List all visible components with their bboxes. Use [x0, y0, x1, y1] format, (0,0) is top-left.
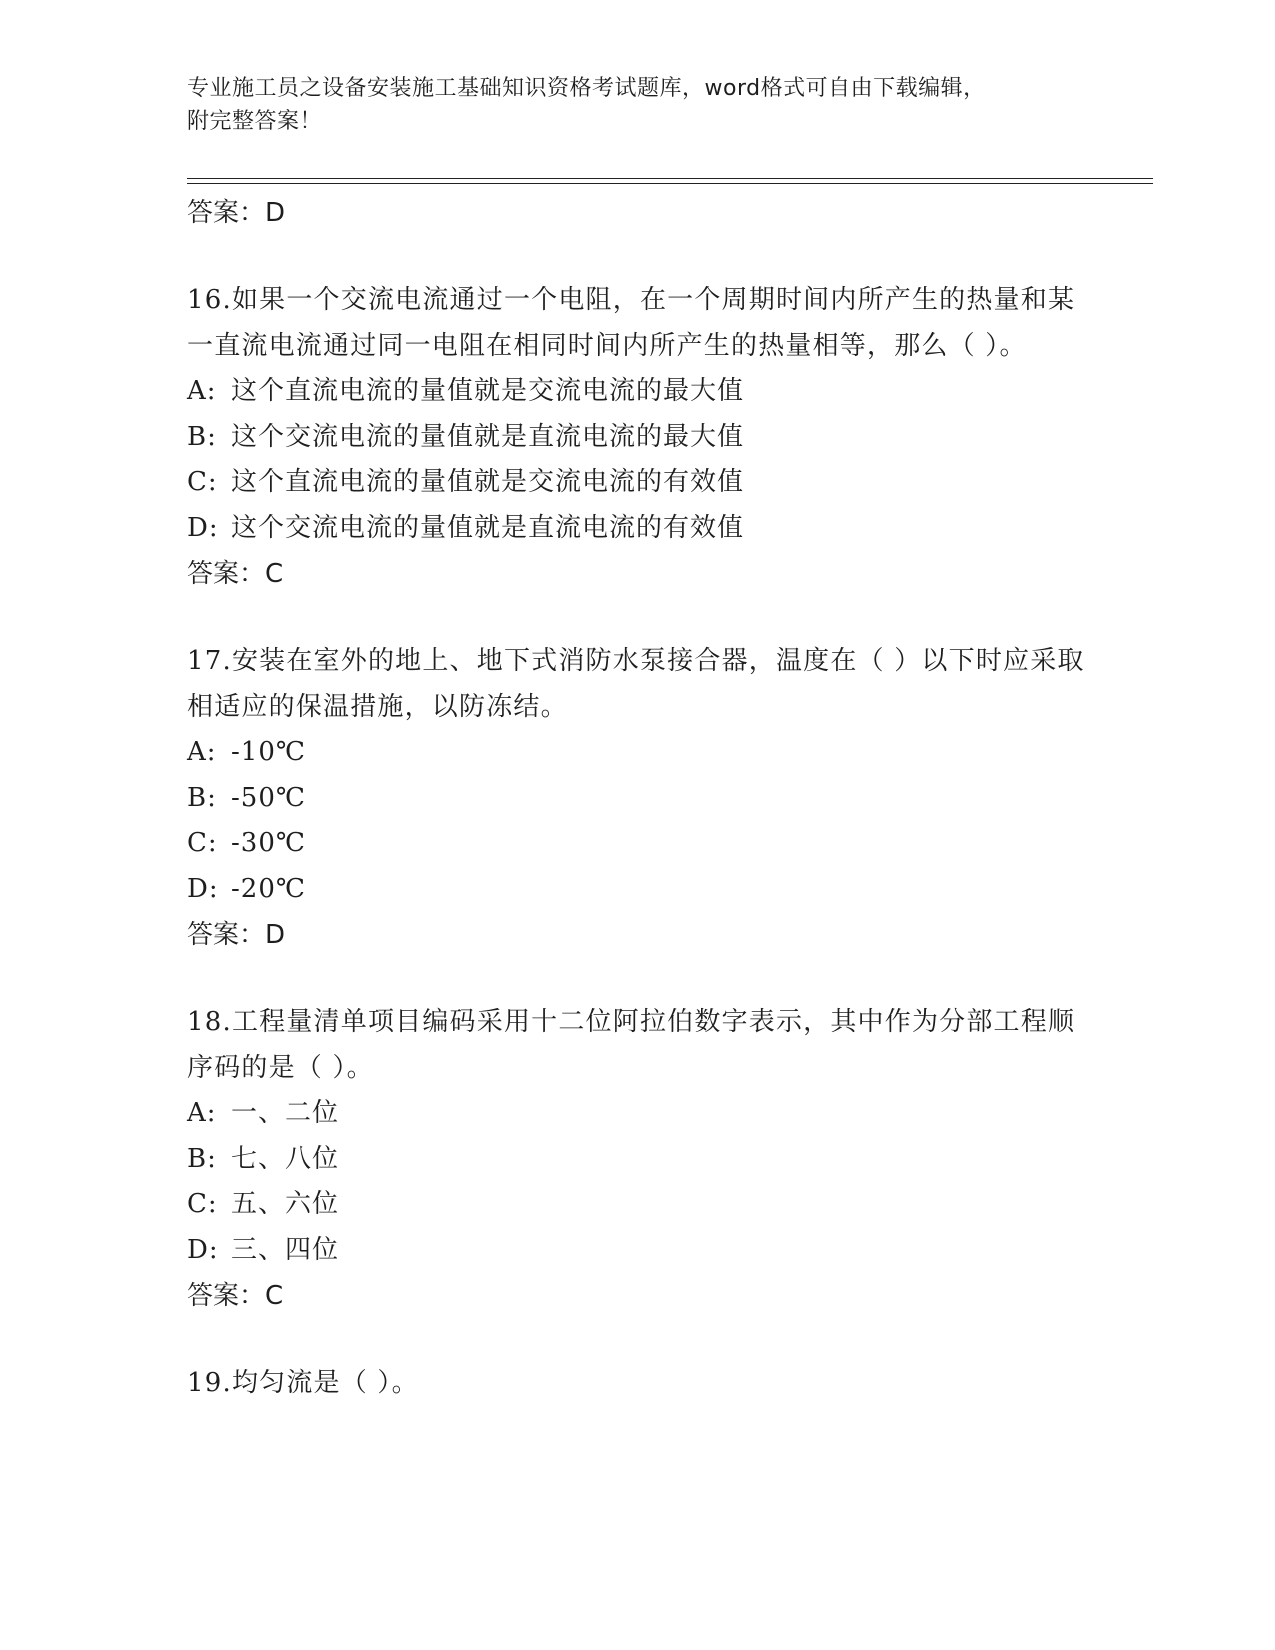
option-key: D:	[187, 873, 219, 904]
option-key: A:	[187, 376, 217, 406]
question-stem: 19.均匀流是（ ）。	[187, 1368, 419, 1398]
option-text: -10℃	[231, 737, 306, 767]
option-d	[187, 506, 1087, 552]
option-a	[187, 730, 1087, 776]
option-c	[187, 1182, 1087, 1228]
page-header	[187, 72, 1067, 138]
question-18	[187, 1000, 1087, 1319]
question-stem: 18.工程量清单项目编码采用十二位阿拉伯数字表示，其中作为分部工程顺序码的是（ ）。	[187, 1007, 1076, 1083]
header-line-2: 附完整答案！	[187, 109, 323, 134]
option-key: C:	[187, 467, 218, 497]
answer-line: 答案：C	[187, 1281, 284, 1311]
option-text: 这个交流电流的量值就是直流电流的有效值	[231, 512, 745, 543]
option-text: 三、四位	[231, 1234, 340, 1265]
question-stem: 17.安装在室外的地上、地下式消防水泵接合器，温度在（ ）以下时应采取相适应的保温措施，以防冻结。	[187, 646, 1085, 722]
option-key: D:	[187, 512, 219, 543]
answer-line: 答案：C	[187, 559, 284, 589]
option-d	[187, 1228, 1087, 1274]
option-text: -50℃	[231, 782, 306, 813]
option-text: 七、八位	[231, 1143, 340, 1174]
option-b	[187, 1137, 1087, 1183]
option-a	[187, 369, 1087, 415]
option-key: C:	[187, 828, 218, 858]
option-text: 五、六位	[231, 1189, 340, 1219]
option-a	[187, 1091, 1087, 1137]
option-text: 这个交流电流的量值就是直流电流的最大值	[231, 421, 745, 452]
option-key: B:	[187, 782, 217, 813]
option-b	[187, 415, 1087, 461]
question-19	[187, 1361, 1087, 1407]
option-key: D:	[187, 1234, 219, 1265]
option-b	[187, 776, 1087, 822]
option-key: A:	[187, 737, 217, 767]
question-17	[187, 639, 1087, 958]
option-text: -30℃	[231, 828, 306, 858]
question-16	[187, 278, 1087, 597]
option-c	[187, 460, 1087, 506]
question-stem: 16.如果一个交流电流通过一个电阻，在一个周期时间内所产生的热量和某一直流电流通过同一电阻在相同时间内所产生的热量相等，那么（ ）。	[187, 285, 1076, 361]
option-text: 一、二位	[231, 1098, 340, 1128]
header-line-1: 专业施工员之设备安装施工基础知识资格考试题库，word格式可自由下载编辑，	[187, 76, 986, 101]
option-key: A:	[187, 1098, 217, 1128]
option-key: B:	[187, 421, 217, 452]
answer-line: 答案：D	[187, 920, 286, 950]
option-text: -20℃	[231, 873, 306, 904]
option-text: 这个直流电流的量值就是交流电流的最大值	[231, 376, 745, 406]
document-body	[187, 190, 1087, 1407]
header-divider-top	[187, 178, 1153, 179]
answer-line: 答案：D	[187, 198, 286, 228]
option-text: 这个直流电流的量值就是交流电流的有效值	[231, 467, 745, 497]
option-c	[187, 821, 1087, 867]
option-d	[187, 867, 1087, 913]
header-divider-bottom	[187, 183, 1153, 184]
option-key: B:	[187, 1143, 217, 1174]
option-key: C:	[187, 1189, 218, 1219]
